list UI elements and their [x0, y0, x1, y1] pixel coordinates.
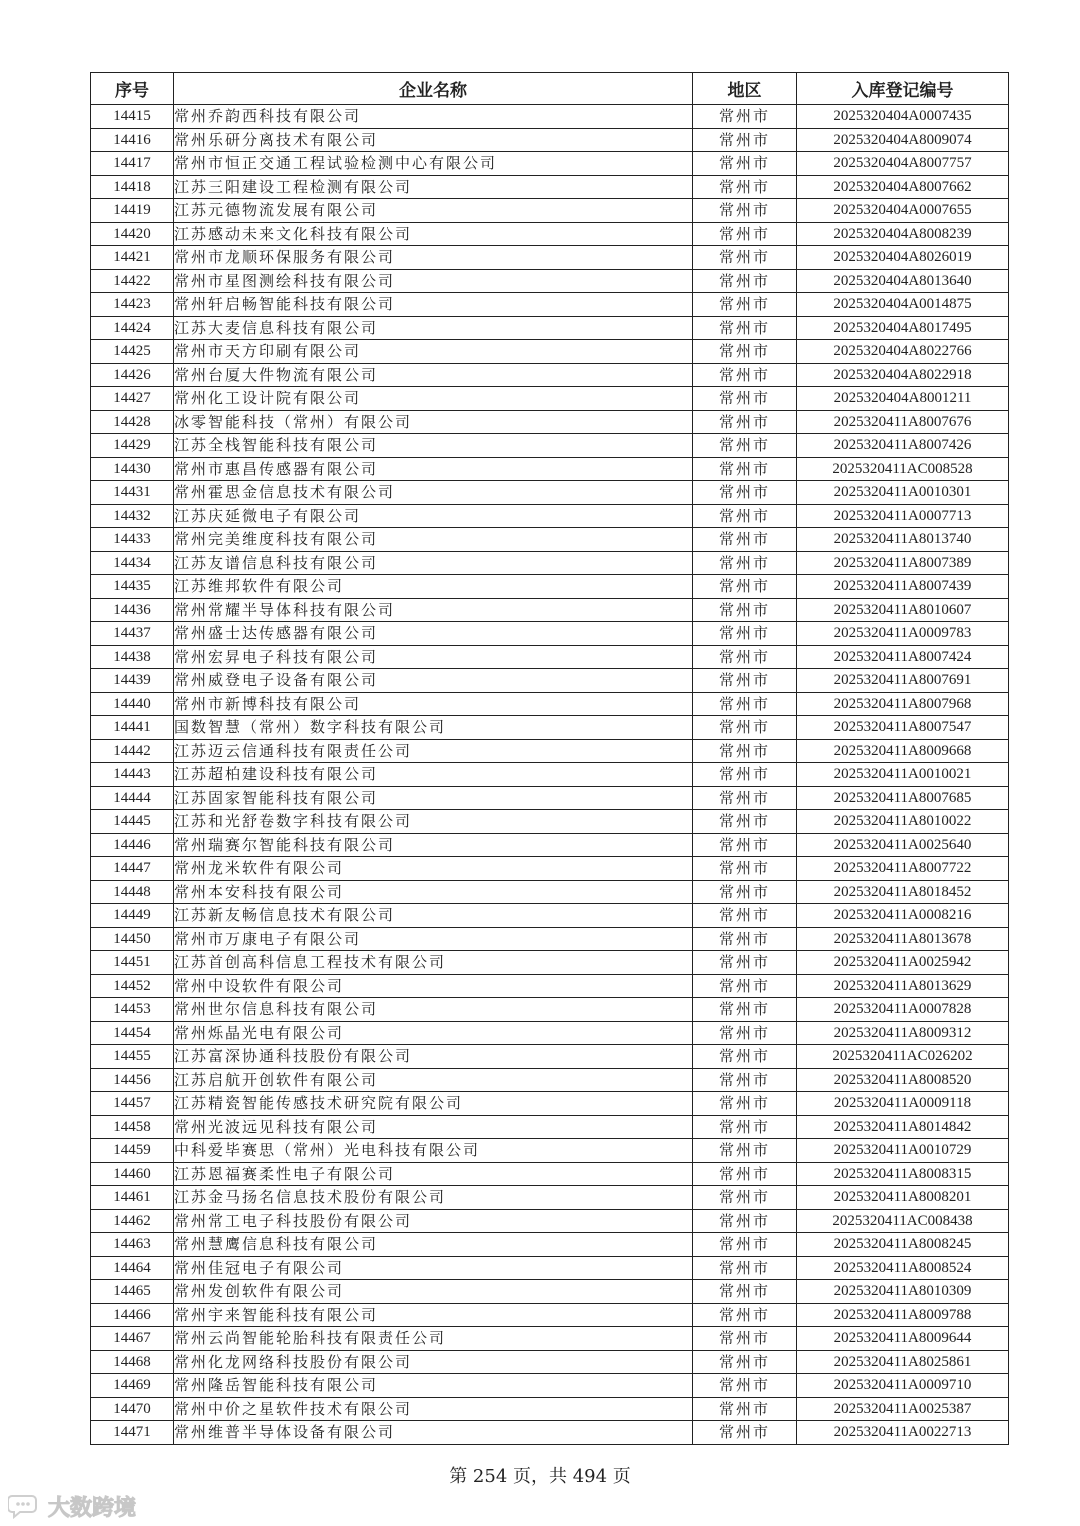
- table-row: [91, 880, 1009, 904]
- registration-code-cell: 2025320411A8007424: [797, 645, 1009, 669]
- serial-number-cell: 14441: [91, 716, 174, 740]
- chat-bubble-icon: [8, 1492, 42, 1520]
- serial-number-cell: 14470: [91, 1397, 174, 1421]
- company-name-cell: 常州化龙网络科技股份有限公司: [174, 1350, 693, 1374]
- serial-number-cell: 14428: [91, 410, 174, 434]
- company-name-cell: 江苏金马扬名信息技术股份有限公司: [174, 1186, 693, 1210]
- registration-code-cell: 2025320411A8007547: [797, 716, 1009, 740]
- region-cell: 常州市: [693, 199, 797, 223]
- serial-number-cell: 14461: [91, 1186, 174, 1210]
- company-name-cell: 江苏庆延微电子有限公司: [174, 504, 693, 528]
- serial-number-cell: 14455: [91, 1045, 174, 1069]
- table-row: [91, 316, 1009, 340]
- company-name-cell: 常州中设软件有限公司: [174, 974, 693, 998]
- company-name-cell: 常州市万康电子有限公司: [174, 927, 693, 951]
- region-cell: 常州市: [693, 1186, 797, 1210]
- region-cell: 常州市: [693, 457, 797, 481]
- company-name-cell: 江苏首创高科信息工程技术有限公司: [174, 951, 693, 975]
- serial-number-cell: 14438: [91, 645, 174, 669]
- registration-code-cell: 2025320411A8014842: [797, 1115, 1009, 1139]
- header-registration-code: 入库登记编号: [797, 73, 1009, 105]
- table-row: [91, 1068, 1009, 1092]
- region-cell: 常州市: [693, 1115, 797, 1139]
- registration-code-cell: 2025320411A8010022: [797, 810, 1009, 834]
- region-cell: 常州市: [693, 528, 797, 552]
- serial-number-cell: 14463: [91, 1233, 174, 1257]
- registration-code-cell: 2025320411A8008201: [797, 1186, 1009, 1210]
- header-company-name: 企业名称: [174, 73, 693, 105]
- table-row: [91, 1139, 1009, 1163]
- registration-code-cell: 2025320411AC008438: [797, 1209, 1009, 1233]
- serial-number-cell: 14420: [91, 222, 174, 246]
- region-cell: 常州市: [693, 1374, 797, 1398]
- registration-code-cell: 2025320411A0025640: [797, 833, 1009, 857]
- table-row: [91, 1256, 1009, 1280]
- company-name-cell: 国数智慧（常州）数字科技有限公司: [174, 716, 693, 740]
- region-cell: 常州市: [693, 575, 797, 599]
- company-name-cell: 江苏新友畅信息技术有限公司: [174, 904, 693, 928]
- table-row: [91, 974, 1009, 998]
- registration-code-cell: 2025320404A8013640: [797, 269, 1009, 293]
- region-cell: 常州市: [693, 105, 797, 129]
- region-cell: 常州市: [693, 927, 797, 951]
- company-name-cell: 江苏恩福赛柔性电子有限公司: [174, 1162, 693, 1186]
- registration-code-cell: 2025320404A0007435: [797, 105, 1009, 129]
- company-name-cell: 江苏富深协通科技股份有限公司: [174, 1045, 693, 1069]
- table-row: [91, 1045, 1009, 1069]
- header-region: 地区: [693, 73, 797, 105]
- region-cell: 常州市: [693, 1045, 797, 1069]
- region-cell: 常州市: [693, 175, 797, 199]
- company-name-cell: 常州烁晶光电有限公司: [174, 1021, 693, 1045]
- company-name-cell: 常州宇来智能科技有限公司: [174, 1303, 693, 1327]
- company-name-cell: 江苏元德物流发展有限公司: [174, 199, 693, 223]
- registration-code-cell: 2025320411A0008216: [797, 904, 1009, 928]
- company-name-cell: 常州盛士达传感器有限公司: [174, 622, 693, 646]
- serial-number-cell: 14446: [91, 833, 174, 857]
- company-name-cell: 常州乐研分离技术有限公司: [174, 128, 693, 152]
- table-row: [91, 598, 1009, 622]
- table-row: [91, 457, 1009, 481]
- table-row: [91, 716, 1009, 740]
- company-name-cell: 江苏和光舒卷数字科技有限公司: [174, 810, 693, 834]
- serial-number-cell: 14417: [91, 152, 174, 176]
- table-row: [91, 1280, 1009, 1304]
- table-row: [91, 1397, 1009, 1421]
- registration-code-cell: 2025320411A8007722: [797, 857, 1009, 881]
- region-cell: 常州市: [693, 716, 797, 740]
- serial-number-cell: 14449: [91, 904, 174, 928]
- table-row: [91, 410, 1009, 434]
- region-cell: 常州市: [693, 293, 797, 317]
- serial-number-cell: 14456: [91, 1068, 174, 1092]
- table-row: [91, 269, 1009, 293]
- company-name-cell: 常州佳冠电子有限公司: [174, 1256, 693, 1280]
- region-cell: 常州市: [693, 1068, 797, 1092]
- registration-code-cell: 2025320411A0025387: [797, 1397, 1009, 1421]
- company-name-cell: 中科爱毕赛思（常州）光电科技有限公司: [174, 1139, 693, 1163]
- serial-number-cell: 14437: [91, 622, 174, 646]
- serial-number-cell: 14445: [91, 810, 174, 834]
- region-cell: 常州市: [693, 316, 797, 340]
- company-name-cell: 江苏三阳建设工程检测有限公司: [174, 175, 693, 199]
- region-cell: 常州市: [693, 951, 797, 975]
- serial-number-cell: 14427: [91, 387, 174, 411]
- serial-number-cell: 14466: [91, 1303, 174, 1327]
- registration-code-cell: 2025320404A8022918: [797, 363, 1009, 387]
- serial-number-cell: 14448: [91, 880, 174, 904]
- serial-number-cell: 14421: [91, 246, 174, 270]
- serial-number-cell: 14418: [91, 175, 174, 199]
- serial-number-cell: 14465: [91, 1280, 174, 1304]
- serial-number-cell: 14430: [91, 457, 174, 481]
- serial-number-cell: 14457: [91, 1092, 174, 1116]
- table-row: [91, 645, 1009, 669]
- region-cell: 常州市: [693, 739, 797, 763]
- serial-number-cell: 14439: [91, 669, 174, 693]
- company-name-cell: 江苏友谱信息科技有限公司: [174, 551, 693, 575]
- serial-number-cell: 14435: [91, 575, 174, 599]
- table-row: [91, 810, 1009, 834]
- serial-number-cell: 14454: [91, 1021, 174, 1045]
- company-name-cell: 常州市龙顺环保服务有限公司: [174, 246, 693, 270]
- region-cell: 常州市: [693, 598, 797, 622]
- table-row: [91, 1186, 1009, 1210]
- registration-code-cell: 2025320411A0025942: [797, 951, 1009, 975]
- company-name-cell: 江苏全栈智能科技有限公司: [174, 434, 693, 458]
- table-row: [91, 1421, 1009, 1445]
- registration-code-cell: 2025320411A8007426: [797, 434, 1009, 458]
- company-name-cell: 江苏感动未来文化科技有限公司: [174, 222, 693, 246]
- table-body: [91, 105, 1009, 1445]
- table-row: [91, 199, 1009, 223]
- serial-number-cell: 14419: [91, 199, 174, 223]
- registration-code-cell: 2025320411A8007685: [797, 786, 1009, 810]
- serial-number-cell: 14425: [91, 340, 174, 364]
- company-name-cell: 常州乔韵西科技有限公司: [174, 105, 693, 129]
- region-cell: 常州市: [693, 1021, 797, 1045]
- table-row: [91, 1374, 1009, 1398]
- company-name-cell: 江苏大麦信息科技有限公司: [174, 316, 693, 340]
- registration-code-cell: 2025320404A0007655: [797, 199, 1009, 223]
- serial-number-cell: 14467: [91, 1327, 174, 1351]
- registration-code-cell: 2025320411A8007389: [797, 551, 1009, 575]
- registration-code-cell: 2025320404A8001211: [797, 387, 1009, 411]
- company-name-cell: 常州常耀半导体科技有限公司: [174, 598, 693, 622]
- company-name-cell: 常州发创软件有限公司: [174, 1280, 693, 1304]
- table-row: [91, 175, 1009, 199]
- table-row: [91, 622, 1009, 646]
- registration-code-cell: 2025320411A8008520: [797, 1068, 1009, 1092]
- registration-code-cell: 2025320411A8009644: [797, 1327, 1009, 1351]
- registration-code-cell: 2025320411A0007828: [797, 998, 1009, 1022]
- table-row: [91, 904, 1009, 928]
- registration-code-cell: 2025320411A0009118: [797, 1092, 1009, 1116]
- region-cell: 常州市: [693, 387, 797, 411]
- registration-code-cell: 2025320411A8009788: [797, 1303, 1009, 1327]
- registration-code-cell: 2025320404A8017495: [797, 316, 1009, 340]
- serial-number-cell: 14432: [91, 504, 174, 528]
- table-row: [91, 434, 1009, 458]
- serial-number-cell: 14431: [91, 481, 174, 505]
- serial-number-cell: 14451: [91, 951, 174, 975]
- table-row: [91, 363, 1009, 387]
- serial-number-cell: 14424: [91, 316, 174, 340]
- registration-code-cell: 2025320411A8013678: [797, 927, 1009, 951]
- company-name-cell: 江苏维邦软件有限公司: [174, 575, 693, 599]
- company-name-cell: 常州宏昇电子科技有限公司: [174, 645, 693, 669]
- company-name-cell: 江苏精瓷智能传感技术研究院有限公司: [174, 1092, 693, 1116]
- region-cell: 常州市: [693, 1092, 797, 1116]
- region-cell: 常州市: [693, 763, 797, 787]
- company-name-cell: 常州霍思金信息技术有限公司: [174, 481, 693, 505]
- table-row: [91, 387, 1009, 411]
- table-row: [91, 1350, 1009, 1374]
- table-row: [91, 246, 1009, 270]
- company-name-cell: 常州维普半导体设备有限公司: [174, 1421, 693, 1445]
- region-cell: 常州市: [693, 269, 797, 293]
- company-name-cell: 常州台厦大件物流有限公司: [174, 363, 693, 387]
- company-name-cell: 常州隆岳智能科技有限公司: [174, 1374, 693, 1398]
- region-cell: 常州市: [693, 410, 797, 434]
- registration-code-cell: 2025320411A0009710: [797, 1374, 1009, 1398]
- serial-number-cell: 14447: [91, 857, 174, 881]
- registration-code-cell: 2025320404A8022766: [797, 340, 1009, 364]
- registration-code-cell: 2025320411A8008315: [797, 1162, 1009, 1186]
- table-row: [91, 1303, 1009, 1327]
- region-cell: 常州市: [693, 222, 797, 246]
- table-row: [91, 1021, 1009, 1045]
- region-cell: 常州市: [693, 645, 797, 669]
- table-row: [91, 833, 1009, 857]
- registration-code-cell: 2025320411A8007968: [797, 692, 1009, 716]
- region-cell: 常州市: [693, 786, 797, 810]
- table-row: [91, 1162, 1009, 1186]
- company-name-cell: 常州完美维度科技有限公司: [174, 528, 693, 552]
- region-cell: 常州市: [693, 692, 797, 716]
- table-row: [91, 951, 1009, 975]
- registration-code-cell: 2025320404A8007662: [797, 175, 1009, 199]
- region-cell: 常州市: [693, 1350, 797, 1374]
- table-row: [91, 1233, 1009, 1257]
- region-cell: 常州市: [693, 1303, 797, 1327]
- table-row: [91, 504, 1009, 528]
- region-cell: 常州市: [693, 974, 797, 998]
- serial-number-cell: 14471: [91, 1421, 174, 1445]
- region-cell: 常州市: [693, 1209, 797, 1233]
- region-cell: 常州市: [693, 481, 797, 505]
- region-cell: 常州市: [693, 1162, 797, 1186]
- region-cell: 常州市: [693, 504, 797, 528]
- serial-number-cell: 14442: [91, 739, 174, 763]
- company-name-cell: 常州瑞赛尔智能科技有限公司: [174, 833, 693, 857]
- registration-code-cell: 2025320411A8008245: [797, 1233, 1009, 1257]
- registration-code-cell: 2025320411A8013740: [797, 528, 1009, 552]
- serial-number-cell: 14468: [91, 1350, 174, 1374]
- table-row: [91, 293, 1009, 317]
- table-row: [91, 692, 1009, 716]
- registration-code-cell: 2025320411A8010607: [797, 598, 1009, 622]
- serial-number-cell: 14458: [91, 1115, 174, 1139]
- company-name-cell: 常州本安科技有限公司: [174, 880, 693, 904]
- watermark: [8, 1490, 136, 1522]
- registration-code-cell: 2025320411AC008528: [797, 457, 1009, 481]
- table-row: [91, 340, 1009, 364]
- company-name-cell: 冰零智能科技（常州）有限公司: [174, 410, 693, 434]
- table-row: [91, 739, 1009, 763]
- company-name-cell: 常州市天方印刷有限公司: [174, 340, 693, 364]
- region-cell: 常州市: [693, 128, 797, 152]
- registration-code-cell: 2025320404A8009074: [797, 128, 1009, 152]
- region-cell: 常州市: [693, 880, 797, 904]
- company-name-cell: 常州市新博科技有限公司: [174, 692, 693, 716]
- company-name-cell: 常州轩启畅智能科技有限公司: [174, 293, 693, 317]
- registration-code-cell: 2025320411A8010309: [797, 1280, 1009, 1304]
- company-name-cell: 常州常工电子科技股份有限公司: [174, 1209, 693, 1233]
- registration-code-cell: 2025320411A8013629: [797, 974, 1009, 998]
- registration-code-cell: 2025320411A8007691: [797, 669, 1009, 693]
- registration-code-cell: 2025320411A0022713: [797, 1421, 1009, 1445]
- company-name-cell: 常州中价之星软件技术有限公司: [174, 1397, 693, 1421]
- serial-number-cell: 14460: [91, 1162, 174, 1186]
- company-name-cell: 江苏启航开创软件有限公司: [174, 1068, 693, 1092]
- table-row: [91, 528, 1009, 552]
- company-name-cell: 常州龙米软件有限公司: [174, 857, 693, 881]
- header-serial-number: 序号: [91, 73, 174, 105]
- company-name-cell: 常州世尔信息科技有限公司: [174, 998, 693, 1022]
- region-cell: 常州市: [693, 669, 797, 693]
- registration-code-cell: 2025320404A8008239: [797, 222, 1009, 246]
- region-cell: 常州市: [693, 152, 797, 176]
- region-cell: 常州市: [693, 434, 797, 458]
- registration-code-cell: 2025320411A8025861: [797, 1350, 1009, 1374]
- watermark-text: 大数跨境: [48, 1495, 137, 1521]
- registration-code-cell: 2025320411A8007439: [797, 575, 1009, 599]
- registration-code-cell: 2025320411A8009312: [797, 1021, 1009, 1045]
- region-cell: 常州市: [693, 551, 797, 575]
- table-row: [91, 1115, 1009, 1139]
- registration-code-cell: 2025320411A8008524: [797, 1256, 1009, 1280]
- registration-code-cell: 2025320411A0010301: [797, 481, 1009, 505]
- table-row: [91, 551, 1009, 575]
- company-name-cell: 江苏超柏建设科技有限公司: [174, 763, 693, 787]
- table-row: [91, 857, 1009, 881]
- region-cell: 常州市: [693, 857, 797, 881]
- region-cell: 常州市: [693, 810, 797, 834]
- company-name-cell: 常州市恒正交通工程试验检测中心有限公司: [174, 152, 693, 176]
- table-row: [91, 927, 1009, 951]
- region-cell: 常州市: [693, 1233, 797, 1257]
- serial-number-cell: 14462: [91, 1209, 174, 1233]
- serial-number-cell: 14434: [91, 551, 174, 575]
- region-cell: 常州市: [693, 998, 797, 1022]
- table-row: [91, 1092, 1009, 1116]
- registration-code-cell: 2025320411A8009668: [797, 739, 1009, 763]
- table-row: [91, 1209, 1009, 1233]
- region-cell: 常州市: [693, 622, 797, 646]
- table-row: [91, 1327, 1009, 1351]
- region-cell: 常州市: [693, 1139, 797, 1163]
- table-row: [91, 998, 1009, 1022]
- serial-number-cell: 14452: [91, 974, 174, 998]
- serial-number-cell: 14423: [91, 293, 174, 317]
- region-cell: 常州市: [693, 1421, 797, 1445]
- company-name-cell: 常州市星图测绘科技有限公司: [174, 269, 693, 293]
- serial-number-cell: 14433: [91, 528, 174, 552]
- serial-number-cell: 14416: [91, 128, 174, 152]
- registration-code-cell: 2025320404A8026019: [797, 246, 1009, 270]
- company-name-cell: 常州市惠昌传感器有限公司: [174, 457, 693, 481]
- region-cell: 常州市: [693, 904, 797, 928]
- serial-number-cell: 14415: [91, 105, 174, 129]
- serial-number-cell: 14444: [91, 786, 174, 810]
- serial-number-cell: 14440: [91, 692, 174, 716]
- table-row: [91, 222, 1009, 246]
- table-row: [91, 763, 1009, 787]
- region-cell: 常州市: [693, 833, 797, 857]
- serial-number-cell: 14453: [91, 998, 174, 1022]
- page-footer: 第 254 页，共 494 页: [449, 1466, 631, 1487]
- table-row: [91, 481, 1009, 505]
- company-name-cell: 江苏固家智能科技有限公司: [174, 786, 693, 810]
- serial-number-cell: 14426: [91, 363, 174, 387]
- registration-code-cell: 2025320411AC026202: [797, 1045, 1009, 1069]
- company-name-cell: 江苏迈云信通科技有限责任公司: [174, 739, 693, 763]
- registration-table: [90, 72, 1009, 1445]
- registration-code-cell: 2025320411A0010021: [797, 763, 1009, 787]
- company-name-cell: 常州慧鹰信息科技有限公司: [174, 1233, 693, 1257]
- region-cell: 常州市: [693, 340, 797, 364]
- table-header-row: [91, 73, 1009, 105]
- company-name-cell: 常州光波远见科技有限公司: [174, 1115, 693, 1139]
- company-name-cell: 常州云尚智能轮胎科技有限责任公司: [174, 1327, 693, 1351]
- serial-number-cell: 14429: [91, 434, 174, 458]
- region-cell: 常州市: [693, 1327, 797, 1351]
- company-name-cell: 常州威登电子设备有限公司: [174, 669, 693, 693]
- serial-number-cell: 14436: [91, 598, 174, 622]
- registration-code-cell: 2025320411A0007713: [797, 504, 1009, 528]
- serial-number-cell: 14469: [91, 1374, 174, 1398]
- serial-number-cell: 14450: [91, 927, 174, 951]
- registration-code-cell: 2025320411A8007676: [797, 410, 1009, 434]
- registration-code-cell: 2025320404A0014875: [797, 293, 1009, 317]
- region-cell: 常州市: [693, 363, 797, 387]
- region-cell: 常州市: [693, 1280, 797, 1304]
- region-cell: 常州市: [693, 246, 797, 270]
- table-row: [91, 128, 1009, 152]
- registration-code-cell: 2025320411A0009783: [797, 622, 1009, 646]
- serial-number-cell: 14464: [91, 1256, 174, 1280]
- registration-code-cell: 2025320404A8007757: [797, 152, 1009, 176]
- registration-code-cell: 2025320411A0010729: [797, 1139, 1009, 1163]
- registration-code-cell: 2025320411A8018452: [797, 880, 1009, 904]
- table-row: [91, 575, 1009, 599]
- region-cell: 常州市: [693, 1397, 797, 1421]
- company-name-cell: 常州化工设计院有限公司: [174, 387, 693, 411]
- region-cell: 常州市: [693, 1256, 797, 1280]
- serial-number-cell: 14443: [91, 763, 174, 787]
- table-row: [91, 105, 1009, 129]
- table-row: [91, 786, 1009, 810]
- serial-number-cell: 14459: [91, 1139, 174, 1163]
- table-row: [91, 152, 1009, 176]
- table-row: [91, 669, 1009, 693]
- serial-number-cell: 14422: [91, 269, 174, 293]
